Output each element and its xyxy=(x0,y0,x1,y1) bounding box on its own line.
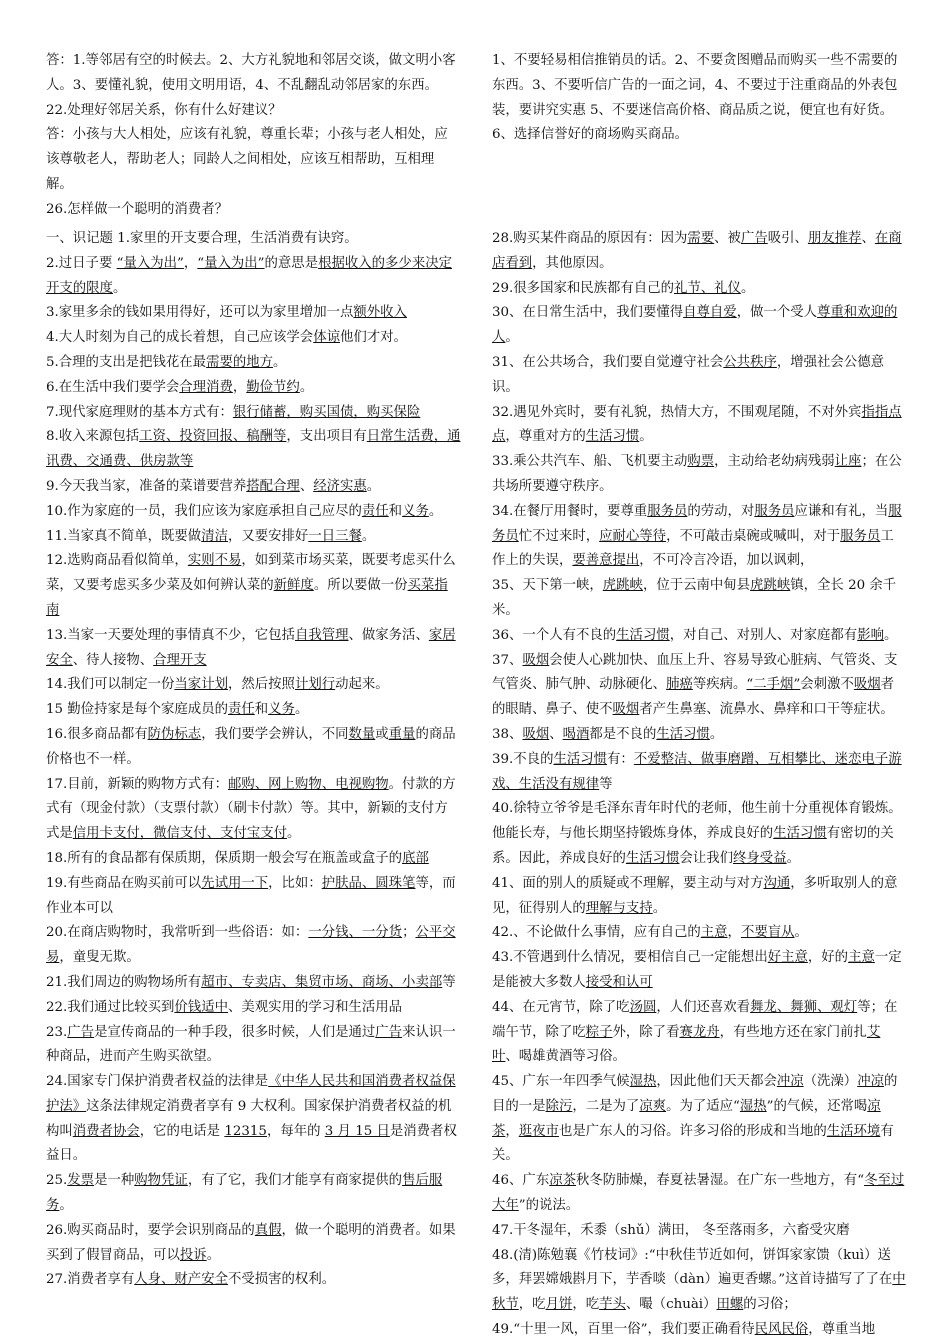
left-column-item: 2.过日子要 “量入为出”，“量入为出”的意思是根据收入的多少来决定开支的限度。 xyxy=(46,255,452,296)
left-column-item: 14.我们可以制定一份当家计划，然后按照计划行动起来。 xyxy=(46,677,389,693)
right-column-item: 43.不管遇到什么情况，要相信自己一定能想出好主意，好的主意一定是能被大多数人接受和认可 xyxy=(492,950,902,990)
left-column-item: 27.消费者享有人身、财产安全不受损害的权利。 xyxy=(46,1272,336,1288)
question-22: 22.处理好邻居关系，你有什么好建议？ xyxy=(46,102,282,118)
right-column-item: 31、在公共场合，我们要自觉遵守社会公共秩序，增强社会公德意识。 xyxy=(492,354,884,395)
left-column-item: 24.国家专门保护消费者权益的法律是《中华人民共和国消费者权益保护法》这条法律规定消费者享有 9 大权利。国家保护消费者权益的机构叫消费者协会，它的电话是 12315，每年的 3 月 15 日是消费者权益日。 xyxy=(46,1074,457,1164)
left-column-item: 18.所有的食品都有保质期，保质期一般会写在瓶盖或盒子的底部 xyxy=(46,850,429,866)
left-column-item: 一、识记题 1.家里的开支要合理，生活消费有诀窍。 xyxy=(46,231,358,246)
right-column-item: 45、广东一年四季气候湿热，因此他们天天都会冲凉（洗澡）冲凉的目的一是除污，二是为了凉爽。为了适应“湿热”的气候，还常喝凉茶，逛夜市也是广东人的习俗。许多习俗的形成和当地的生活环境有关。 xyxy=(492,1074,898,1164)
left-column-item: 4.大人时刻为自己的成长着想，自己应该学会体谅他们才对。 xyxy=(46,330,407,346)
right-column-item: 48.(清)陈勉襄《竹枝词》:“中秋佳节近如何，饼饵家家馈（kuì）送多，拜罢嫦娥斟月下，芋香啖（dàn）遍更香螺。”这首诗描写了了在中秋节，吃月饼，吃芋头、嘬（chuài）田螺的习俗； xyxy=(492,1247,906,1313)
left-column-item: 25.发票是一种购物凭证，有了它，我们才能享有商家提供的售后服务。 xyxy=(46,1173,443,1214)
left-column-item: 17.目前，新颖的购物方式有：邮购、网上购物、电视购物。付款的方式有（现金付款）（支票付款）（刷卡付款）等。其中，新颖的支付方式是信用卡支付，微信支付、支付宝支付。 xyxy=(46,776,456,842)
top-right-block xyxy=(492,49,907,148)
left-column-item: 6.在生活中我们要学会合理消费，勤俭节约。 xyxy=(46,379,314,395)
right-column-item: 30、在日常生活中，我们要懂得自尊自爱，做一个受人尊重和欢迎的人。 xyxy=(492,305,898,346)
right-column-item: 28.购买某件商品的原因有：因为需要、被广告吸引、朋友推荐、在商店看到，其他原因。 xyxy=(492,231,902,271)
right-column-item: 41、面的别人的质疑或不理解，要主动与对方沟通，多听取别人的意见，征得别人的理解与支持。 xyxy=(492,875,898,916)
right-column-item: 36、一个人有不良的生活习惯，对自己、对别人、对家庭都有影响。 xyxy=(492,627,898,643)
right-column-item: 34.在餐厅用餐时，要尊重服务员的劳动，对服务员应谦和有礼，当服务员忙不过来时，应耐心等待，不可敲击桌碗或喊叫，对于服务员工作上的失误，要善意提出，不可冷言冷语，加以讽刺， xyxy=(492,503,902,569)
question-26: 26.怎样做一个聪明的消费者？ xyxy=(46,201,228,217)
left-column-item: 8.收入来源包括工资、投资回报、稿酬等，支出项目有日常生活费，通讯费、交通费、供房款等 xyxy=(46,429,461,470)
left-column-item: 10.作为家庭的一员，我们应该为家庭承担自己应尽的责任和义务。 xyxy=(46,503,443,519)
right-column-item: 49.“十里一风，百里一俗”，我们要正确看待民风民俗，尊重当地 xyxy=(492,1322,876,1338)
left-column-item: 22.我们通过比较买到价钱适中、美观实用的学习和生活用品 xyxy=(46,999,403,1015)
right-column-item: 46、广东凉茶秋冬防肺燥，春夏祛暑湿。在广东一些地方，有“冬至过大年”的说法。 xyxy=(492,1173,905,1214)
right-column-item: 44、在元宵节，除了吃汤圆，人们还喜欢看舞龙、舞狮、观灯等；在端午节，除了吃粽子外，除了看赛龙舟，有些地方还在家门前扎艾叶、喝雄黄酒等习俗。 xyxy=(492,999,898,1065)
left-column-item: 3.家里多余的钱如果用得好，还可以为家里增加一点额外收入 xyxy=(46,305,407,321)
answer-paragraph: 答：小孩与大人相处，应该有礼貌，尊重长辈；小孩与老人相处，应该尊敬老人，帮助老人；同龄人之间相处，应该互相帮助，互相理解。 xyxy=(46,127,448,192)
answer-paragraph: 答：1.等邻居有空的时候去。2、大方礼貌地和邻居交谈，做文明小客人。3、要懂礼貌，使用文明用语，4、不乱翻乱动邻居家的东西。 xyxy=(46,53,456,93)
right-column-item: 47.干冬湿年，禾黍（shǔ）满田， 冬至落雨多，六畜受灾磨 xyxy=(492,1222,850,1238)
right-column-item: 38、吸烟、喝酒都是不良的生活习惯。 xyxy=(492,726,724,742)
right-column-item: 33.乘公共汽车、船、飞机要主动购票，主动给老幼病残弱让座；在公共场所要遵守秩序。 xyxy=(492,454,902,494)
left-column-item: 12.选购商品看似简单，实则不易，如到菜市场买菜，既要考虑买什么菜，又要考虑买多少菜及如何辨认菜的新鲜度。所以要做一份买菜指南 xyxy=(46,553,456,618)
right-column-item: 32.遇见外宾时，要有礼貌，热情大方，不围观尾随，不对外宾指指点点，尊重对方的生活习惯。 xyxy=(492,404,902,445)
left-column-item: 23.广告是宣传商品的一种手段，很多时候，人们是通过广告来认识一种商品，进而产生购买欲望。 xyxy=(46,1024,456,1065)
right-column-item: 29.很多国家和民族都有自己的礼节、礼仪。 xyxy=(492,280,755,296)
right-column xyxy=(492,227,907,1343)
right-column-item: 37、吸烟会使人心跳加快、血压上升、容易导致心脏病、气管炎、支气管炎、肺气肿、动脉硬化、肺癌等疾病。“二手烟”会刺激不吸烟者的眼睛、鼻子、使不吸烟者产生鼻塞、流鼻水、鼻痒和口干等症状。 xyxy=(492,652,898,718)
right-column-item: 35、天下第一峡，虎跳峡，位于云南中甸县虎跳峡镇，全长 20 余千米。 xyxy=(492,578,897,618)
left-column-item: 11.当家真不简单，既要做清洁，又要安排好一日三餐。 xyxy=(46,528,376,544)
left-column xyxy=(46,227,461,1293)
left-column-item: 19.有些商品在购买前可以先试用一下，比如：护肤品、圆珠笔等，而作业本可以 xyxy=(46,875,456,916)
left-column-item: 15 勤俭持家是每个家庭成员的责任和义务。 xyxy=(46,702,309,718)
left-column-item: 9.今天我当家，准备的菜谱要营养搭配合理、经济实惠。 xyxy=(46,478,381,494)
left-column-item: 16.很多商品都有防伪标志，我们要学会辨认，不同数量或重量的商品价格也不一样。 xyxy=(46,726,456,767)
left-column-item: 5.合理的支出是把钱花在最需要的地方。 xyxy=(46,354,287,370)
left-column-item: 21.我们周边的购物场所有超市、专卖店、集贸市场、商场、小卖部等 xyxy=(46,974,456,990)
left-column-item: 20.在商店购物时，我常听到一些俗语：如：一分钱、一分货；公平交易，童叟无欺。 xyxy=(46,925,456,966)
right-column-item: 39.不良的生活习惯有：不爱整洁、做事磨蹭、互相攀比、迷恋电子游戏、生活没有规律等 xyxy=(492,751,902,792)
answer-paragraph: 1、不要轻易相信推销员的话。2、不要贪图赠品而购买一些不需要的东西。3、不要听信广告的一面之词，4、不要过于注重商品的外表包装，要讲究实惠 5、不要迷信高价格、商品质之说，便宜也有好货。6、选择信誉好的商场购买商品。 xyxy=(492,53,898,143)
top-left-block xyxy=(46,49,461,223)
left-column-item: 7.现代家庭理财的基本方式有：银行储蓄，购买国债，购买保险 xyxy=(46,404,421,420)
left-column-item: 13.当家一天要处理的事情真不少，它包括自我管理、做家务活、家居安全、待人接物、合理开支 xyxy=(46,627,456,668)
left-column-item: 26.购买商品时，要学会识别商品的真假，做一个聪明的消费者。如果买到了假冒商品，可以投诉。 xyxy=(46,1222,456,1263)
right-column-item: 42.、不论做什么事情，应有自己的主意，不要盲从。 xyxy=(492,925,808,941)
right-column-item: 40.徐特立爷爷是毛泽东青年时代的老师，他生前十分重视体育锻炼。他能长寿，与他长期坚持锻炼身体，养成良好的生活习惯有密切的关系。因此，养成良好的生活习惯会让我们终身受益。 xyxy=(492,801,902,866)
